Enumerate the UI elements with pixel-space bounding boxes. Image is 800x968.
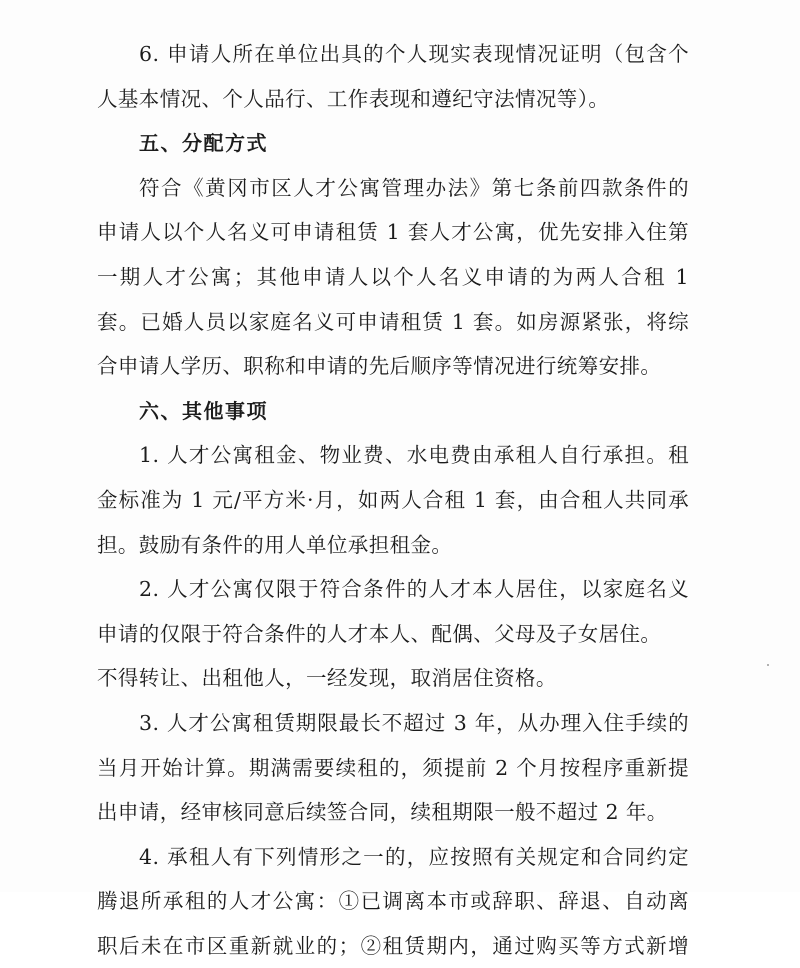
paragraph-line: 职后未在市区重新就业的；②租赁期内，通过购买等方式新增 [97,933,689,958]
paragraph-line: 一期人才公寓；其他申请人以个人名义申请的为两人合租 1 [97,264,689,289]
paragraph-line: 3. 人才公寓租赁期限最长不超过 3 年，从办理入住手续的 [139,710,689,735]
section-heading: 五、分配方式 [139,131,268,156]
paragraph-line: 出申请，经审核同意后续签合同，续租期限一般不超过 2 年。 [97,800,668,825]
paragraph-line: 符合《黄冈市区人才公寓管理办法》第七条前四款条件的 [139,175,689,200]
paragraph-line: 套。已婚人员以家庭名义可申请租赁 1 套。如房源紧张，将综 [97,309,689,334]
paragraph-line: 不得转让、出租他人，一经发现，取消居住资格。 [97,666,557,691]
paragraph-line: 当月开始计算。期满需要续租的，须提前 2 个月按程序重新提 [97,755,689,780]
paragraph-line: 人基本情况、个人品行、工作表现和遵纪守法情况等）。 [97,86,610,111]
paragraph-line: 金标准为 1 元/平方米·月，如两人合租 1 套，由合租人共同承 [97,487,689,512]
paragraph-line: 2. 人才公寓仅限于符合条件的人才本人居住，以家庭名义 [139,577,689,602]
paragraph-line: 申请的仅限于符合条件的人才本人、配偶、父母及子女居住。 [97,621,662,646]
paragraph-line: 4. 承租人有下列情形之一的，应按照有关规定和合同约定 [139,844,689,869]
paragraph-line: 合申请人学历、职称和申请的先后顺序等情况进行统筹安排。 [97,354,662,379]
paragraph-line: 腾退所承租的人才公寓：①已调离本市或辞职、辞退、自动离 [97,889,689,914]
paragraph-line: 担。鼓励有条件的用人单位承担租金。 [97,532,453,557]
section-heading: 六、其他事项 [139,398,268,423]
paragraph-line: 1. 人才公寓租金、物业费、水电费由承租人自行承担。租 [139,443,689,468]
paragraph-line: 申请人以个人名义可申请租赁 1 套人才公寓，优先安排入住第 [97,220,689,245]
scan-speck [767,664,769,666]
paragraph-line: 6. 申请人所在单位出具的个人现实表现情况证明（包含个 [139,42,689,66]
document-body [97,32,689,968]
